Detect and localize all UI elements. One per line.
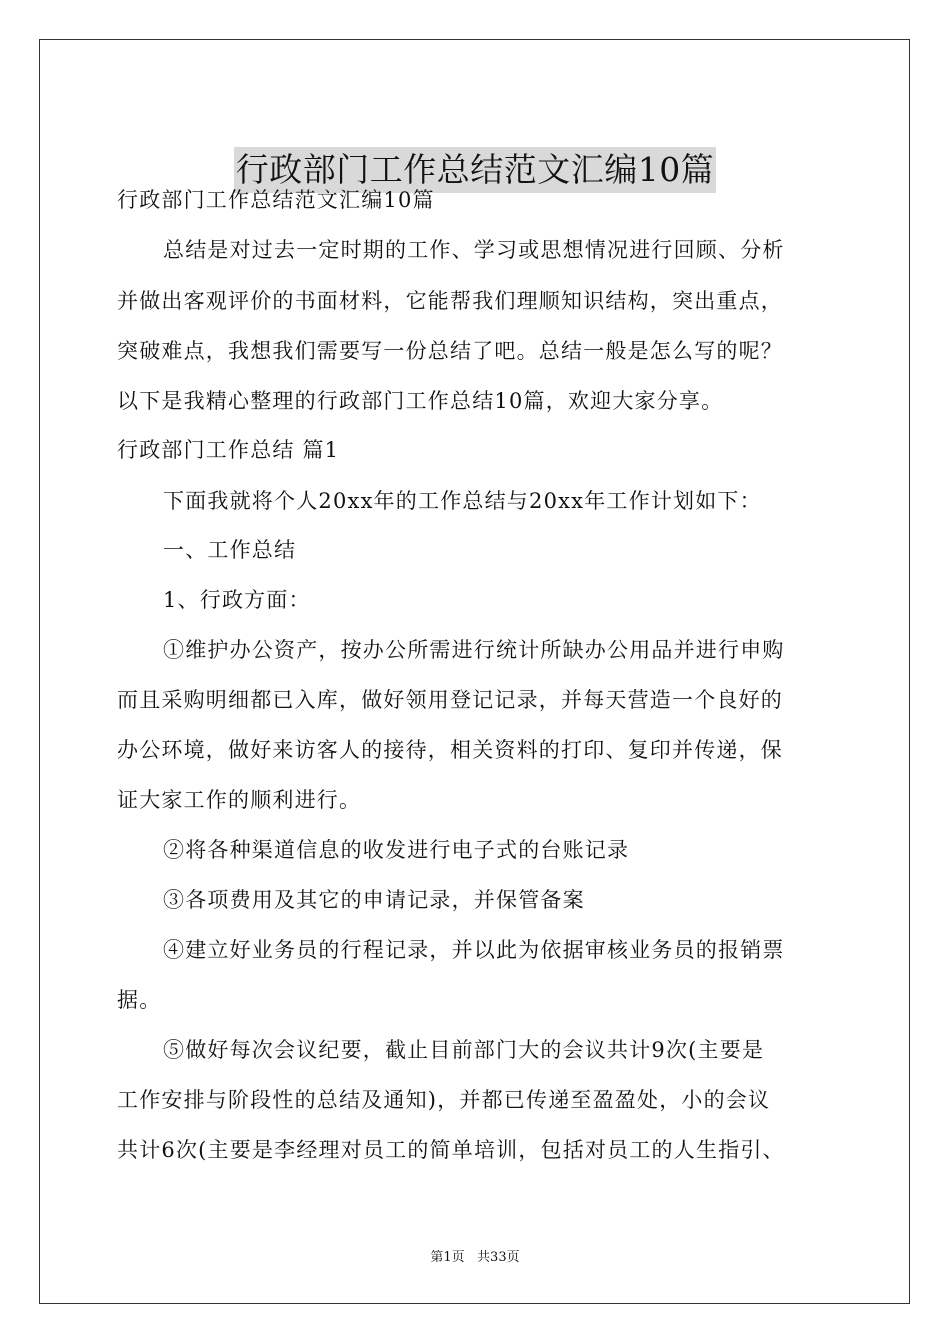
paragraph-line: ②将各种渠道信息的收发进行电子式的台账记录: [163, 838, 630, 862]
paragraph-line: ④建立好业务员的行程记录，并以此为依据审核业务员的报销票: [163, 938, 785, 962]
paragraph-line: 总结是对过去一定时期的工作、学习或思想情况进行回顾、分析: [163, 238, 785, 262]
paragraph-line: 工作安排与阶段性的总结及通知)，并都已传递至盈盈处，小的会议: [117, 1088, 771, 1112]
paragraph-line: ③各项费用及其它的申请记录，并保管备案: [163, 888, 585, 912]
paragraph-line: ⑤做好每次会议纪要，截止目前部门大的会议共计9次(主要是: [163, 1038, 765, 1062]
paragraph-line: 一、工作总结: [163, 538, 297, 562]
paragraph-line: 下面我就将个人20xx年的工作总结与20xx年工作计划如下：: [163, 489, 762, 513]
paragraph-line: 突破难点，我想我们需要写一份总结了吧。总结一般是怎么写的呢？: [117, 339, 783, 363]
paragraph-line: 并做出客观评价的书面材料，它能帮我们理顺知识结构，突出重点，: [117, 289, 783, 313]
paragraph-line: 办公环境，做好来访客人的接待，相关资料的打印、复印并传递，保: [117, 738, 783, 762]
paragraph-line: ①维护办公资产，按办公所需进行统计所缺办公用品并进行申购: [163, 638, 785, 662]
paragraph-line: 以下是我精心整理的行政部门工作总结10篇，欢迎大家分享。: [117, 389, 724, 413]
paragraph-line: 证大家工作的顺利进行。: [117, 788, 362, 812]
paragraph-line: 据。: [117, 988, 162, 1012]
document-title: 行政部门工作总结范文汇编10篇: [234, 147, 717, 193]
paragraph-line: 1、行政方面：: [163, 588, 311, 612]
section-heading: 行政部门工作总结 篇1: [117, 438, 340, 462]
page-footer: 第1页 共33页: [430, 1250, 520, 1265]
subtitle-line: 行政部门工作总结范文汇编10篇: [117, 188, 435, 212]
paragraph-line: 而且采购明细都已入库，做好领用登记记录，并每天营造一个良好的: [117, 688, 783, 712]
paragraph-line: 共计6次(主要是李经理对员工的简单培训，包括对员工的人生指引、: [117, 1138, 785, 1162]
